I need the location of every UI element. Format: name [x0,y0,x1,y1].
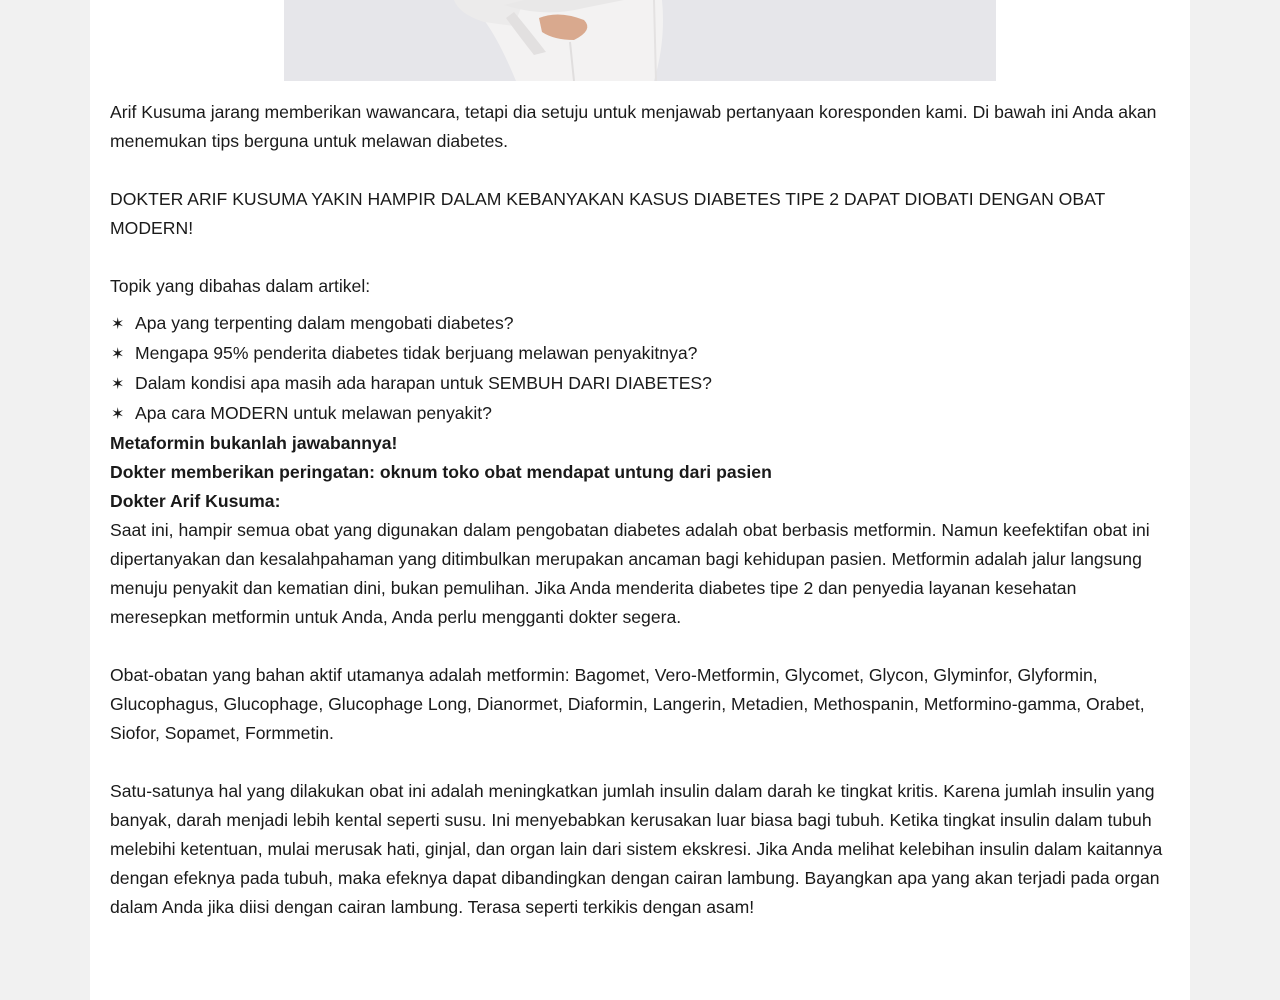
topic-item [110,309,1174,339]
topic-text: Mengapa 95% penderita diabetes tidak berjuang melawan penyakitnya? [135,343,698,363]
section-subheading: Dokter memberikan peringatan: oknum toko obat mendapat untung dari pasien [110,462,772,482]
topic-text: Apa cara MODERN untuk melawan penyakit? [135,403,492,423]
hero-image [284,0,996,81]
section-heading: Metaformin bukanlah jawabannya! [110,433,398,453]
star-bullet-icon: ✶ [111,376,125,393]
topic-item [110,339,1174,369]
topic-item [110,369,1174,399]
article-body [110,98,1174,922]
body-paragraph: Saat ini, hampir semua obat yang digunakan dalam pengobatan diabetes adalah obat berbasis metformin. Namun keefektifan obat ini dipertanyakan dan kesalahpahaman yang ditimbulkan merupakan ancaman bagi kehidupan pasien. Metformin adalah jalur langsung menuju penyakit dan kematian dini, bukan pemulihan. Jika Anda menderita diabetes tipe 2 dan penyedia layanan kesehatan meresepkan metformin untuk Anda, Anda perlu mengganti dokter segera. [110,520,1150,627]
topics-label: Topik yang dibahas dalam artikel: [110,276,371,296]
star-bullet-icon: ✶ [111,316,125,333]
topics-list [110,309,1174,429]
star-bullet-icon: ✶ [111,406,125,423]
headline-claim: DOKTER ARIF KUSUMA YAKIN HAMPIR DALAM KEBANYAKAN KASUS DIABETES TIPE 2 DAPAT DIOBATI DENGAN OBAT MODERN! [110,189,1105,238]
topic-text: Dalam kondisi apa masih ada harapan untuk SEMBUH DARI DIABETES? [135,373,712,393]
article-page [90,0,1190,1000]
topic-text: Apa yang terpenting dalam mengobati diabetes? [135,313,514,333]
intro-paragraph: Arif Kusuma jarang memberikan wawancara, tetapi dia setuju untuk menjawab pertanyaan koresponden kami. Di bawah ini Anda akan menemukan tips berguna untuk melawan diabetes. [110,102,1157,151]
doctor-photo-illustration [284,0,996,81]
body-paragraph: Obat-obatan yang bahan aktif utamanya adalah metformin: Bagomet, Vero-Metformin, Glycomet, Glycon, Glyminfor, Glyformin, Glucophagus, Glucophage, Glucophage Long, Dianormet, Diaformin, Langerin, Metadien, Methospanin, Metformino-gamma, Orabet, Siofor, Sopamet, Formmetin. [110,665,1145,743]
speaker-label: Dokter Arif Kusuma: [110,491,281,511]
star-bullet-icon: ✶ [111,346,125,363]
topic-item [110,399,1174,429]
body-paragraph: Satu-satunya hal yang dilakukan obat ini adalah meningkatkan jumlah insulin dalam darah ke tingkat kritis. Karena jumlah insulin yang banyak, darah menjadi lebih kental seperti susu. Ini menyebabkan kerusakan luar biasa bagi tubuh. Ketika tingkat insulin dalam tubuh melebihi ketentuan, mulai merusak hati, ginjal, dan organ lain dari sistem ekskresi. Jika Anda melihat kelebihan insulin dalam kaitannya dengan efeknya pada tubuh, maka efeknya dapat dibandingkan dengan cairan lambung. Bayangkan apa yang akan terjadi pada organ dalam Anda jika diisi dengan cairan lambung. Terasa seperti terkikis dengan asam! [110,781,1163,917]
